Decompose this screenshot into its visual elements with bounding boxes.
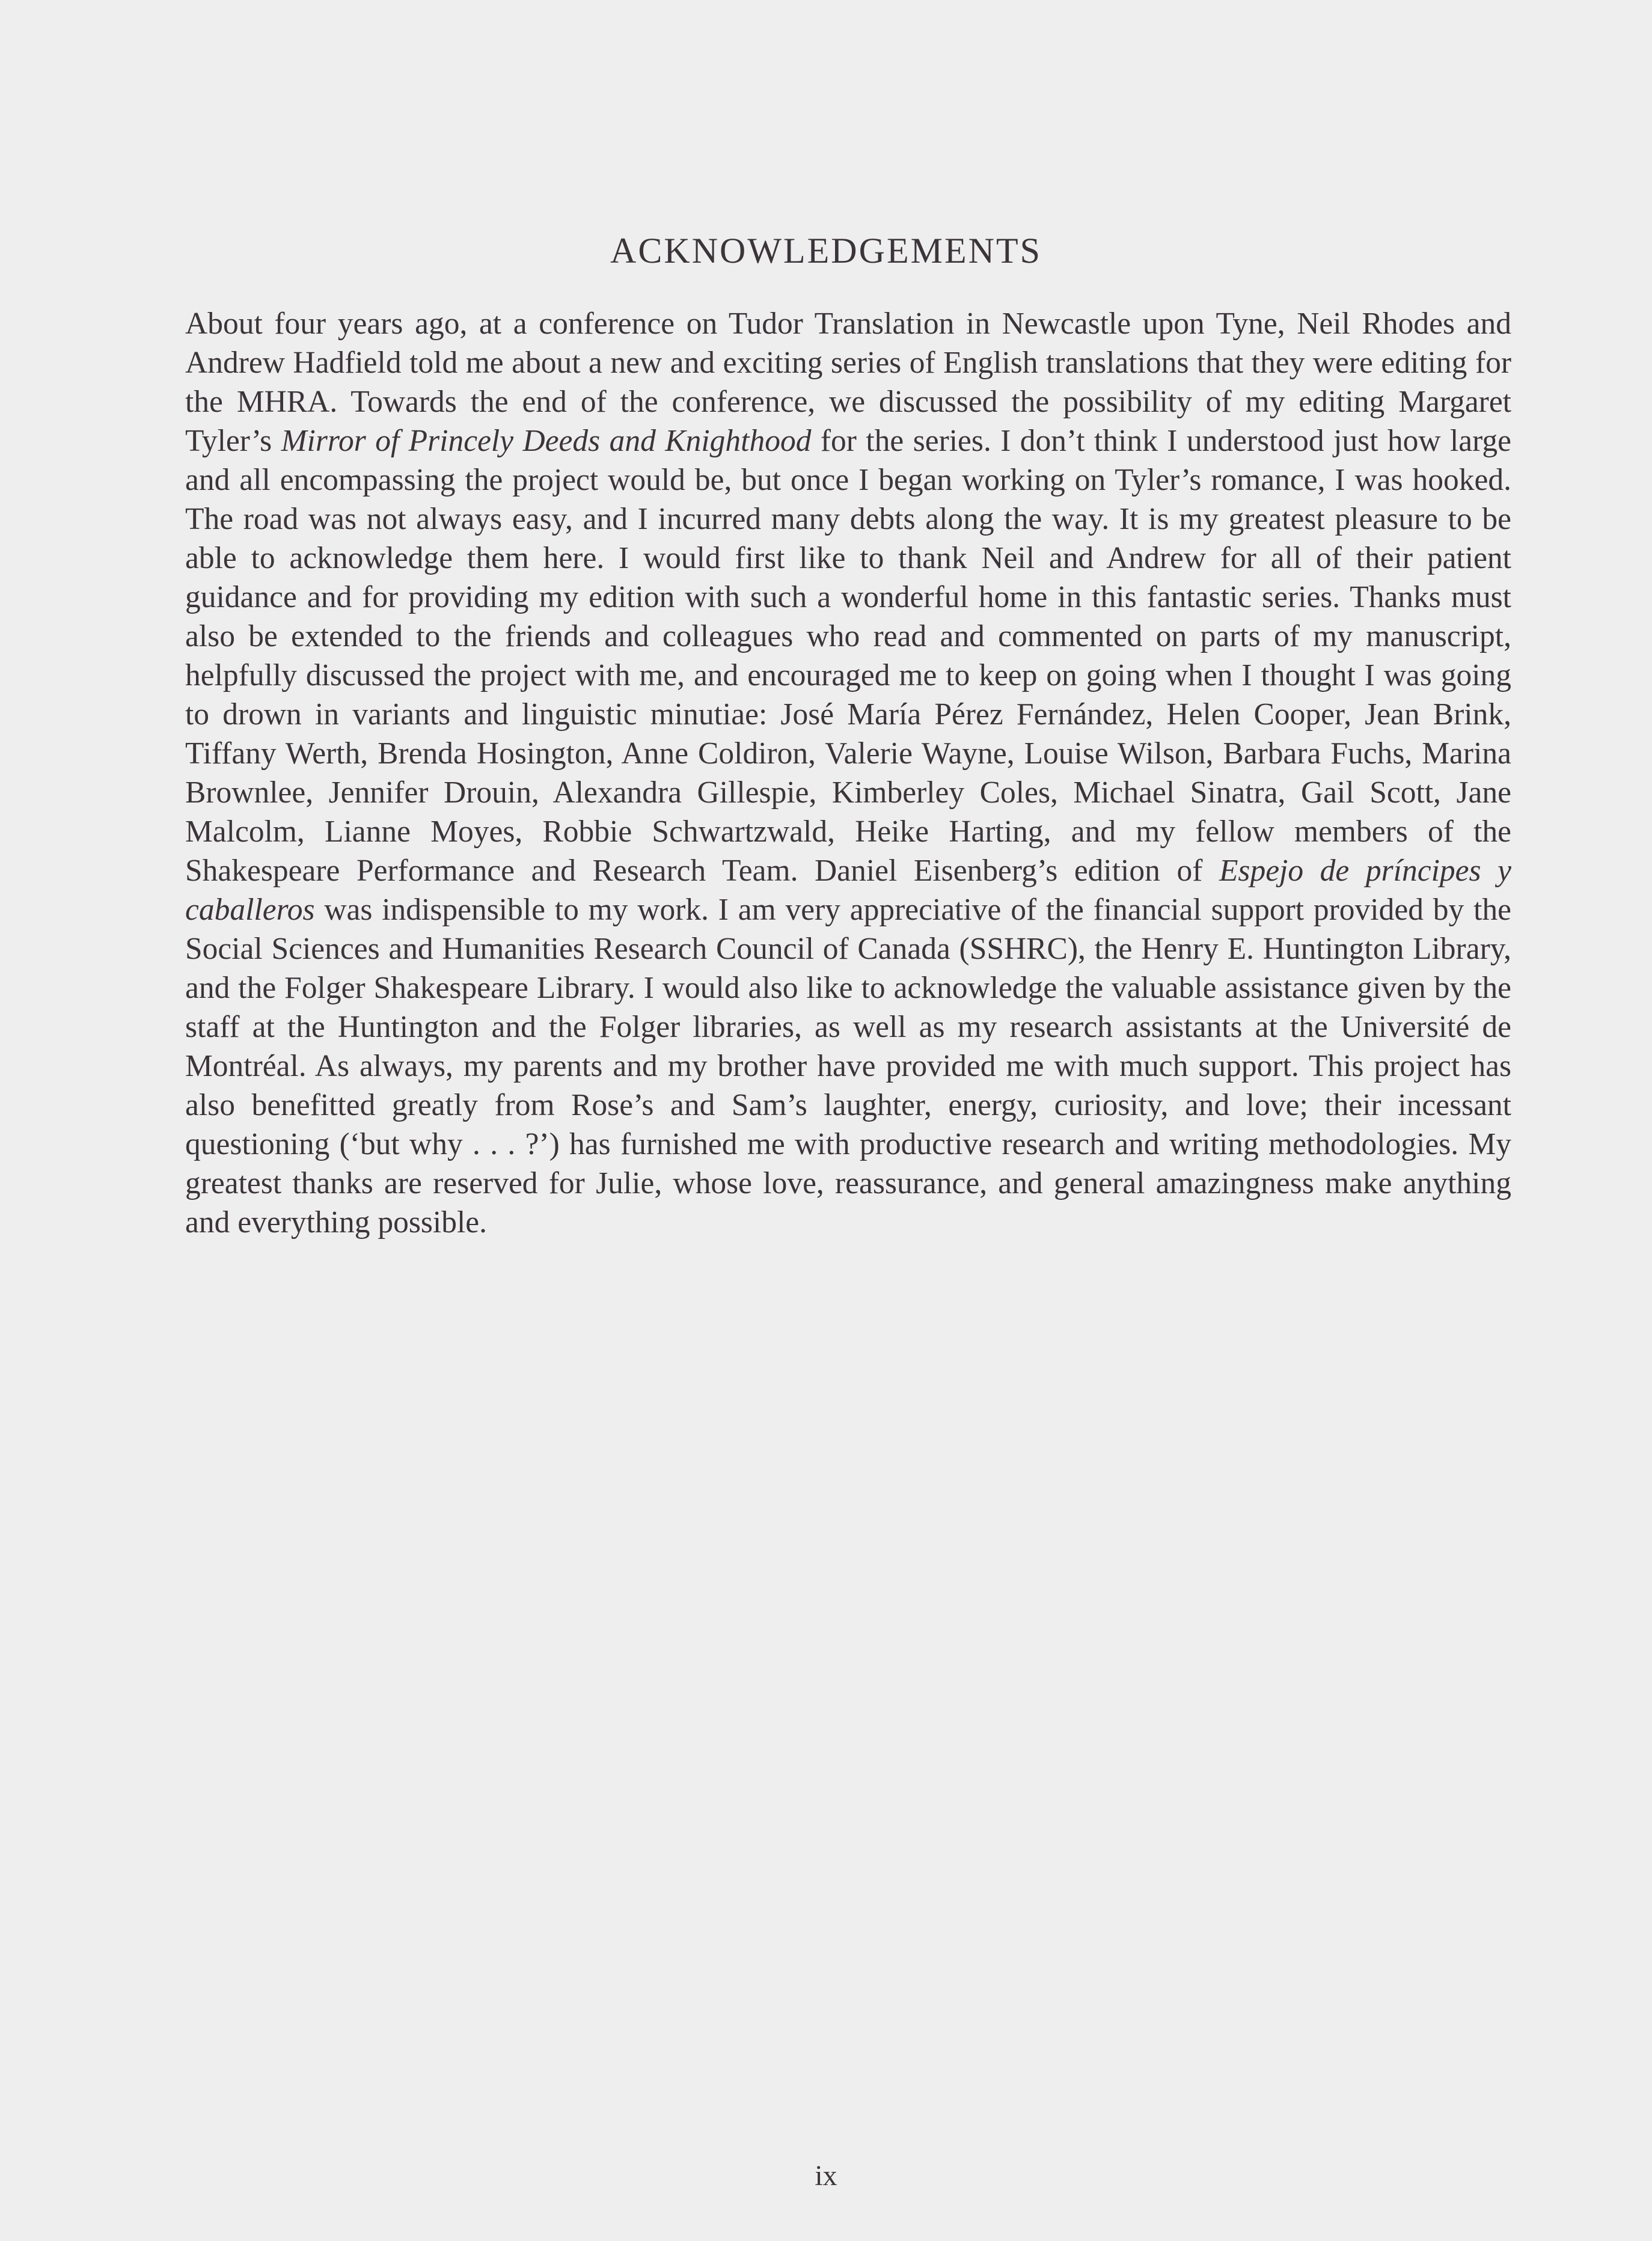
page-title: ACKNOWLEDGEMENTS <box>610 231 1042 271</box>
book-title-mirror: Mirror of Princely Deeds and Knighthood <box>281 424 812 458</box>
page-number: ix <box>815 2160 837 2192</box>
paragraph-text-part-1: About four years ago, at a conference on Tudor Translation in Newcastle upon Tyne, Neil Rhodes and Andrew Hadfield told me about a new and exciting series of English translations that they were editing for the MHRA. Towards the end of the conference, we discussed the possibility of my editing Margaret Tyler’s <box>185 307 1511 458</box>
paragraph-text-part-2: for the series. I don’t think I understood just how large and all encompassing the project would be, but once I began working on Tyler’s romance, I was hooked. The road was not always easy, and I incurred many debts along the way. It is my greatest pleasure to be able to acknowledge them here. I would first like to thank Neil and Andrew for all of their patient guidance and for providing my edition with such a wonderful home in this fantastic series. Thanks must also be extended to the friends and colleagues who read and commented on parts of my manuscript, helpfully discussed the project with me, and encouraged me to keep on going when I thought I was going to drown in variants and linguistic minutiae: José María Pérez Fernández, Helen Cooper, Jean Brink, Tiffany Werth, Brenda Hosington, Anne Coldiron, Valerie Wayne, Louise Wilson, Barbara Fuchs, Marina Brownlee, Jennifer Drouin, Alexandra Gillespie, Kimberley Coles, Michael Sinatra, Gail Scott, Jane Malcolm, Lianne Moyes, Robbie Schwartzwald, Heike Harting, and my fellow members of the Shakespeare Performance and Research Team. Daniel Eisenberg’s edition of <box>185 424 1511 888</box>
acknowledgements-paragraph <box>185 304 1511 1242</box>
book-title-espejo: Espejo de príncipes y caballeros <box>185 854 1511 927</box>
paragraph-text-part-3: was indispensible to my work. I am very appreciative of the financial support provided by the Social Sciences and Humanities Research Council of Canada (SSHRC), the Henry E. Huntington Library, and the Folger Shakespeare Library. I would also like to acknowledge the valuable assistance given by the staff at the Huntington and the Folger libraries, as well as my research assistants at the Université de Montréal. As always, my parents and my brother have provided me with much support. This project has also benefitted greatly from Rose’s and Sam’s laughter, energy, curiosity, and love; their incessant questioning (‘but why . . . ?’) has furnished me with productive research and writing methodologies. My greatest thanks are reserved for Julie, whose love, reassurance, and general amazingness make anything and everything possible. <box>185 893 1511 1240</box>
